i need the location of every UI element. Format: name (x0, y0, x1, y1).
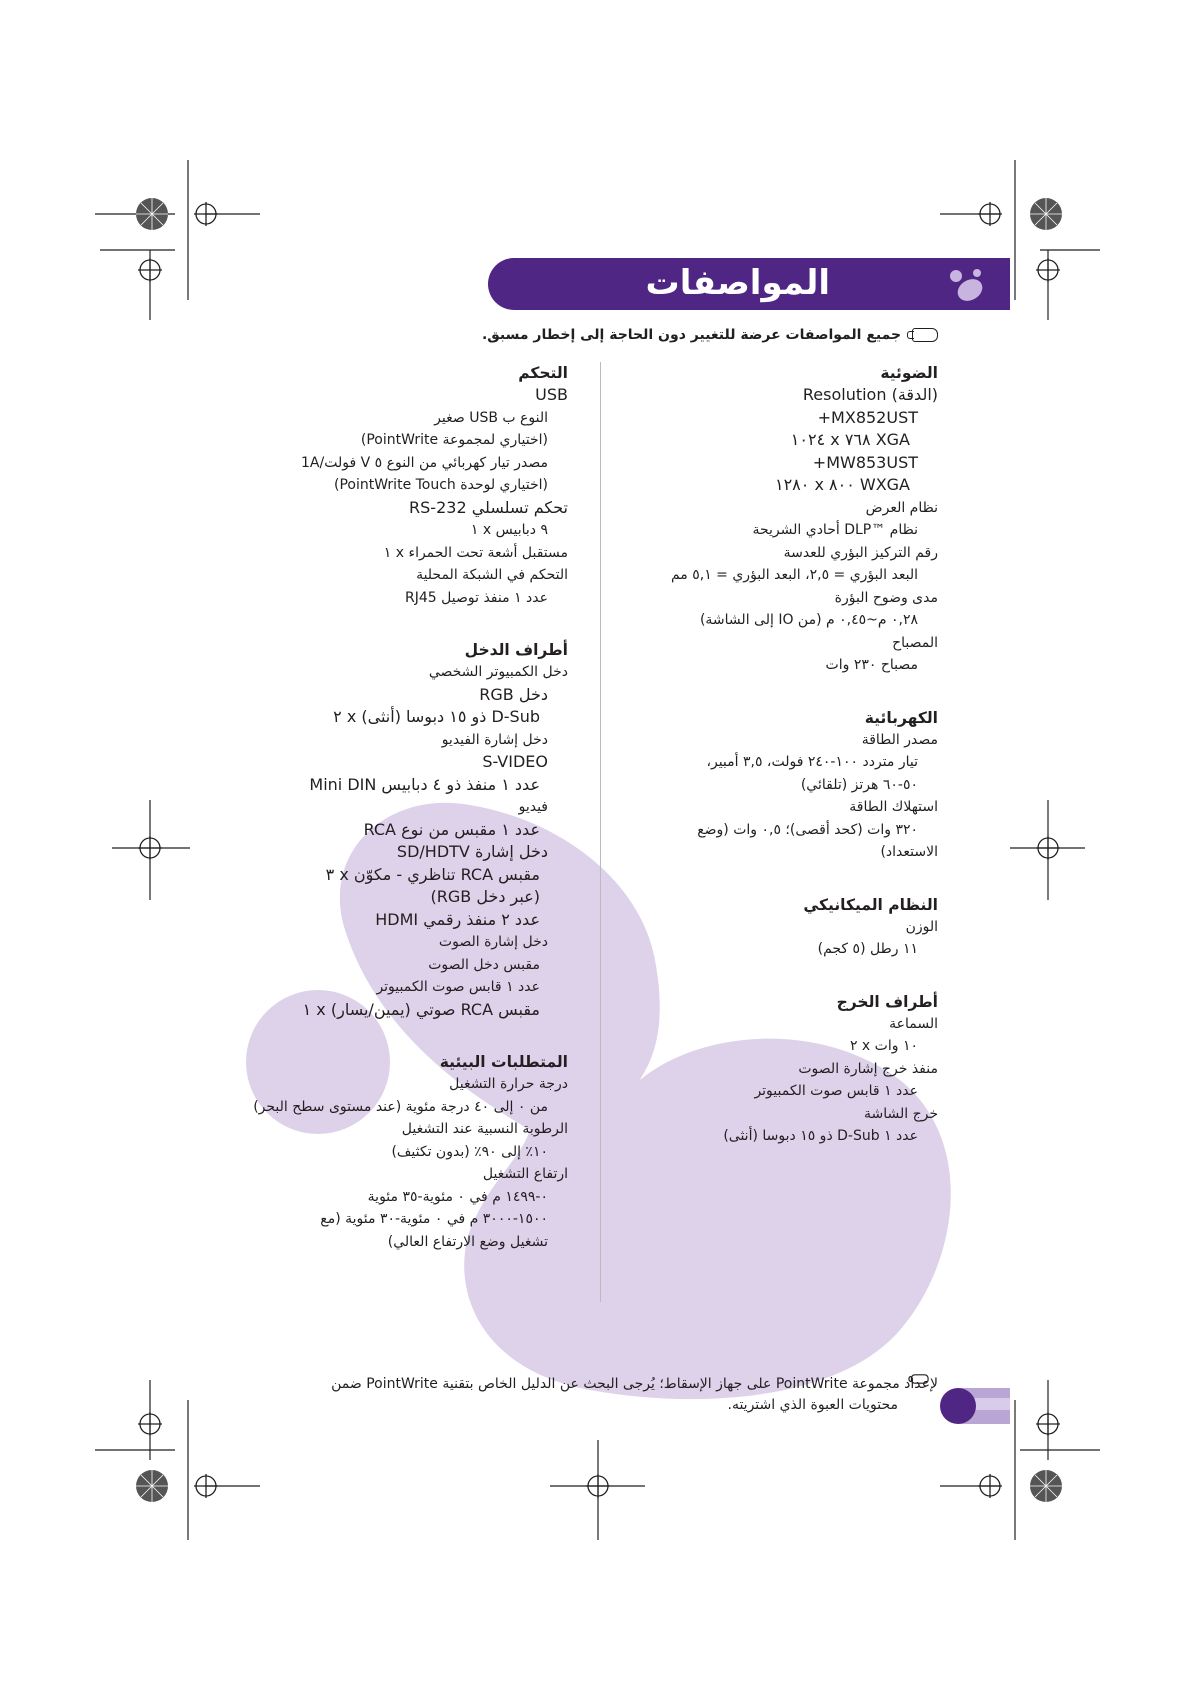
spec-line: عدد ١ منفذ ذو ٤ دبابيس Mini DIN (309, 774, 540, 794)
spec-line: دخل إشارة الصوت (438, 934, 548, 950)
spec-line: (عبر دخل RGB) (430, 887, 540, 906)
spec-line: WXGA ٨٠٠ x ١٢٨٠ (774, 475, 910, 494)
spec-line: S-VIDEO (482, 752, 548, 771)
spec-line: مقبس دخل الصوت (428, 956, 540, 973)
notice-text: جميع المواصفات عرضة للتغيير دون الحاجة إلى إخطار مسبق. (481, 327, 902, 343)
spec-line: التحكم في الشبكة المحلية (416, 567, 568, 583)
column-divider (600, 362, 601, 1302)
spec-line: دخل إشارة الفيديو (441, 731, 548, 748)
spec-line: درجة حرارة التشغيل (449, 1076, 568, 1092)
spec-line: دخل RGB (479, 684, 548, 704)
spec-line: ١٠ وات x ٢ (849, 1038, 918, 1054)
spec-line: نظام ™DLP أحادي الشريحة (752, 522, 918, 538)
spec-line: ٩ دبابيس x ١ (470, 522, 548, 538)
spec-line: المصباح (892, 634, 938, 651)
notice (482, 327, 938, 343)
note-hand-icon (906, 1374, 931, 1384)
spec-line: (الدقة) Resolution (802, 385, 938, 404)
spec-line: خرج الشاشة (863, 1105, 938, 1122)
spec-line: مقبس RCA تناظري - مكوّن x ٣ (325, 864, 540, 884)
page-title: المواصفات (645, 263, 830, 303)
spec-line: الرطوبة النسبية عند التشغيل (401, 1121, 568, 1137)
section-title-optical: الضوئية (880, 364, 938, 382)
spec-line: عدد ١ منفذ توصيل RJ45 (405, 589, 548, 606)
section-title-electrical: الكهربائية (864, 708, 938, 727)
spec-line: دخل إشارة SD/HDTV (396, 842, 548, 861)
spec-line: XGA ٧٦٨ x ١٠٢٤ (790, 430, 910, 449)
spec-line: تشغيل وضع الارتفاع العالي) (387, 1233, 548, 1250)
spec-line: مدى وضوح البؤرة (834, 589, 938, 606)
spec-line: مصباح ٢٣٠ وات (825, 657, 918, 673)
page-number-tab (940, 1388, 1010, 1424)
section-title-mechanical: النظام الميكانيكي (803, 895, 938, 914)
spec-line: تحكم تسلسلي RS-232 (409, 497, 568, 517)
spec-line: عدد ١ قابس صوت الكمبيوتر (754, 1083, 918, 1099)
column-left (248, 362, 568, 1253)
spec-line: السماعة (889, 1015, 938, 1032)
section-title-environment: المتطلبات البيئية (439, 1053, 568, 1071)
section-title-input: أطراف الدخل (464, 641, 568, 659)
spec-line: ١٥٠٠-٣٠٠٠ م في ٠ مئوية-٣٠ مئوية (مع (320, 1211, 548, 1227)
spec-line: الوزن (905, 918, 938, 935)
spec-line: دخل الكمبيوتر الشخصي (428, 664, 568, 680)
spec-line: استهلاك الطاقة (849, 799, 938, 815)
spec-line: ٠-١٤٩٩ م في ٠ مئوية-٣٥ مئوية (367, 1188, 548, 1205)
spec-line: البعد البؤري = ٢,٥، البعد البؤري = ٥,١ مم (670, 567, 918, 583)
spec-line: مقبس RCA صوتي (يمين/يسار) x ١ (302, 999, 540, 1019)
header-bar (488, 258, 1010, 310)
section-title-control: التحكم (518, 364, 568, 382)
spec-line: ٠,٢٨ م~٠,٤٥ م (من IO إلى الشاشة) (699, 612, 918, 628)
spec-line: ١١ رطل (٥ كجم) (817, 941, 918, 957)
spec-line: فيديو (518, 799, 548, 815)
spec-line: ١٠٪ إلى ٩٠٪ (بدون تكثيف) (391, 1143, 548, 1160)
spec-line: مصدر تيار كهربائي من النوع ٥ V فولت/1A (301, 454, 548, 471)
spec-line: عدد ١ D-Sub ذو ١٥ دبوسا (أنثى) (723, 1128, 918, 1144)
spec-line: من ٠ إلى ٤٠ درجة مئوية (عند مستوى سطح البحر) (253, 1098, 548, 1115)
spec-line: D-Sub ذو ١٥ دبوسا (أنثى) x ٢ (333, 707, 540, 726)
column-right (608, 362, 938, 1148)
spec-line: عدد ١ مقبس من نوع RCA (363, 819, 540, 839)
spec-line: نظام العرض (865, 499, 938, 516)
spec-line: USB (535, 385, 568, 404)
spec-line: رقم التركيز البؤري للعدسة (783, 544, 938, 561)
spec-line: ٣٢٠ وات (كحد أقصى)؛ ٠,٥ وات (وضع (697, 821, 918, 838)
spec-line: MW853UST+ (812, 452, 918, 472)
spec-line: مصدر الطاقة (861, 731, 938, 748)
spec-line: ٥٠-٦٠ هرتز (تلقائي) (800, 776, 918, 793)
spec-line: ارتفاع التشغيل (482, 1166, 568, 1182)
spec-line: MX852UST+ (817, 407, 918, 427)
spec-line: مستقبل أشعة تحت الحمراء x ١ (383, 544, 568, 561)
spec-line: عدد ١ قابس صوت الكمبيوتر (376, 979, 540, 995)
note-hand-icon (912, 328, 938, 342)
brand-leaf-icon (944, 266, 988, 304)
spec-line: النوع ب USB صغير (434, 409, 548, 426)
spec-line: عدد ٢ منفذ رقمي HDMI (375, 909, 540, 929)
spec-line: (اختياري لمجموعة PointWrite) (360, 432, 548, 448)
spec-line: تيار متردد ١٠٠-٢٤٠ فولت، ٣,٥ أمبير، (706, 754, 918, 770)
spec-line: الاستعداد) (880, 844, 938, 860)
footer-line-2: محتويات العبوة الذي اشتريته. (727, 1397, 898, 1413)
section-title-output: أطراف الخرج (836, 992, 938, 1011)
spec-line: منفذ خرج إشارة الصوت (798, 1060, 938, 1077)
footer-note (238, 1374, 938, 1416)
footer-line-1: لإعداد مجموعة PointWrite على جهاز الإسقاط؛ يُرجى البحث عن الدليل الخاص بتقنية PointWrite ضمن (331, 1376, 938, 1392)
spec-line: (اختياري لوحدة PointWrite Touch) (333, 477, 548, 493)
